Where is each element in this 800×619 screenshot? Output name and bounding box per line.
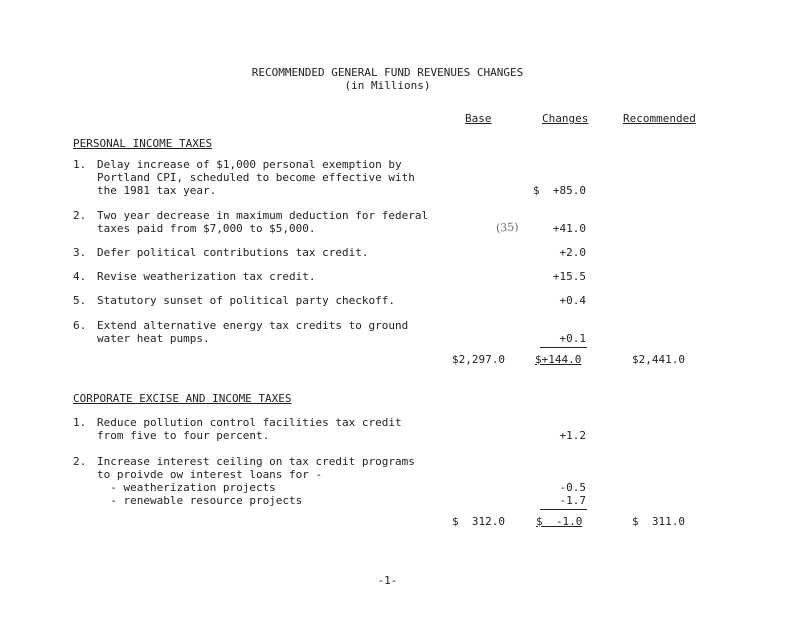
item-text-line: Increase interest ceiling on tax credit programs	[97, 455, 415, 468]
item-number: 6.	[73, 319, 87, 332]
item-number: 3.	[73, 246, 87, 259]
change-value: -1.7	[559, 494, 586, 507]
item-text-line: the 1981 tax year.	[97, 184, 217, 197]
item-number: 1.	[73, 158, 87, 171]
item-text-line: Revise weatherization tax credit.	[97, 270, 316, 283]
change-value: +2.0	[559, 246, 586, 259]
column-header-changes: Changes	[542, 112, 589, 125]
change-value: +1.2	[559, 429, 586, 442]
subtotal-rule	[540, 347, 587, 348]
item-number: 2.	[73, 209, 87, 222]
item-text-line: Delay increase of $1,000 personal exemption by	[97, 158, 402, 171]
item-number: 4.	[73, 270, 87, 283]
item-number: 2.	[73, 455, 87, 468]
total-base: $ 312.0	[452, 515, 505, 528]
document-subtitle: (in Millions)	[344, 79, 431, 92]
item-text-line: taxes paid from $7,000 to $5,000.	[97, 222, 316, 235]
change-value: +0.1	[559, 332, 586, 345]
item-text-line: Extend alternative energy tax credits to ground	[97, 319, 409, 332]
item-text-line: Statutory sunset of political party checkoff.	[97, 294, 396, 307]
item-text-line: Portland CPI, scheduled to become effective with	[97, 171, 415, 184]
change-value: +15.5	[552, 270, 586, 283]
item-text-line: Defer political contributions tax credit.	[97, 246, 369, 259]
change-value: +0.4	[559, 294, 586, 307]
item-number: 1.	[73, 416, 87, 429]
document-title: RECOMMENDED GENERAL FUND REVENUES CHANGES	[251, 66, 524, 79]
change-value: +41.0	[552, 222, 586, 235]
item-text-line: - weatherization projects	[97, 481, 276, 494]
item-number: 5.	[73, 294, 87, 307]
column-header-recommended: Recommended	[623, 112, 696, 125]
item-text-line: water heat pumps.	[97, 332, 210, 345]
total-changes: $+144.0	[535, 353, 582, 366]
section-heading-corporate: CORPORATE EXCISE AND INCOME TAXES	[73, 392, 292, 405]
handwritten-note: (35)	[495, 220, 520, 235]
item-text-line: from five to four percent.	[97, 429, 270, 442]
total-base: $2,297.0	[452, 353, 505, 366]
item-text-line: to proivde ow interest loans for -	[97, 468, 323, 481]
item-text-line: - renewable resource projects	[97, 494, 303, 507]
item-text-line: Reduce pollution control facilities tax credit	[97, 416, 402, 429]
page-number: -1-	[377, 574, 398, 587]
total-changes: $ -1.0	[536, 515, 583, 528]
total-recommended: $2,441.0	[632, 353, 685, 366]
total-recommended: $ 311.0	[632, 515, 685, 528]
item-text-line: Two year decrease in maximum deduction for federal	[97, 209, 429, 222]
section-heading-personal: PERSONAL INCOME TAXES	[73, 137, 213, 150]
change-value: $ +85.0	[533, 184, 586, 197]
subtotal-rule	[540, 509, 587, 510]
change-value: -0.5	[559, 481, 586, 494]
column-header-base: Base	[465, 112, 492, 125]
